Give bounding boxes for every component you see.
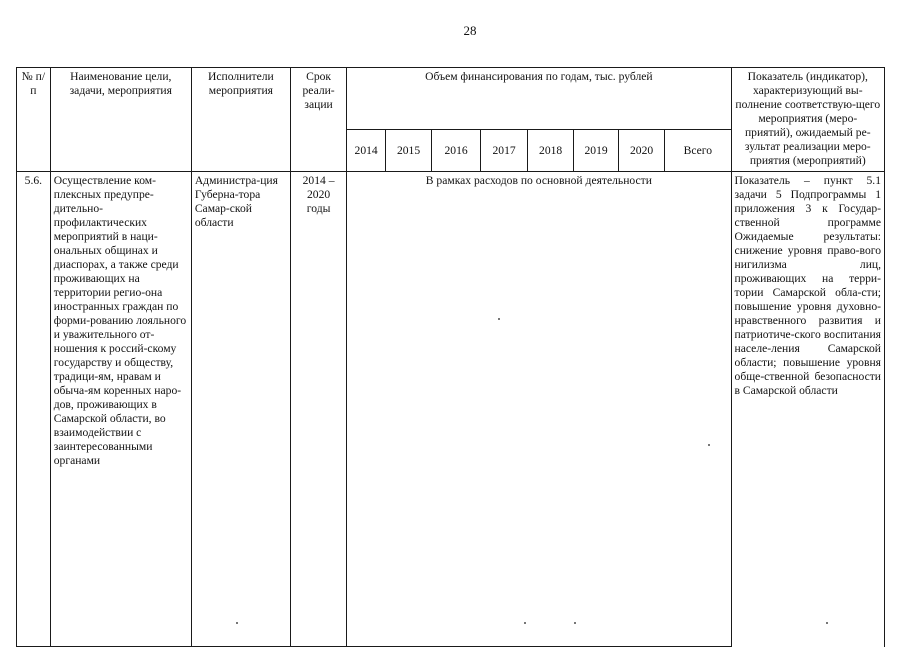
row-term: 2014 – 2020 годы bbox=[290, 172, 346, 647]
header-year-2017: 2017 bbox=[481, 130, 528, 172]
row-num: 5.6. bbox=[17, 172, 51, 647]
scan-speck bbox=[498, 318, 500, 320]
header-term: Срок реали-зации bbox=[290, 68, 346, 172]
header-name: Наименование цели, задачи, мероприятия bbox=[50, 68, 191, 172]
header-indicator: Показатель (индикатор), характеризующий вы-полнение соответствую-щего мероприятия (меро-приятий), ожидаемый ре-зультат реализации меро-приятия (мероприятий) bbox=[731, 68, 884, 172]
row-financing: В рамках расходов по основной деятельности bbox=[347, 172, 731, 647]
header-executors: Исполнители мероприятия bbox=[191, 68, 290, 172]
header-year-2014: 2014 bbox=[347, 130, 386, 172]
scan-speck bbox=[826, 622, 828, 624]
header-financing: Объем финансирования по годам, тыс. рублей bbox=[347, 68, 731, 130]
header-year-2020: 2020 bbox=[619, 130, 665, 172]
program-table bbox=[16, 67, 885, 647]
header-total: Всего bbox=[665, 130, 731, 172]
header-year-2015: 2015 bbox=[386, 130, 432, 172]
scan-speck bbox=[574, 622, 576, 624]
row-indicator: Показатель – пункт 5.1 задачи 5 Подпрограммы 1 приложения 3 к Государ-ственной программе Ожидаемые результаты: снижение уровня право-вого нигилизма лиц, проживающих на терри-тории Самарской обла-сти; повышение уровня духовно-нравственного развития и патриотиче-ского воспитания населе-ления Самарской области; повышение уровня обще-ственной безопасности в Самарской области bbox=[731, 172, 884, 647]
row-name: Осуществление ком-плексных предупре-дительно-профилактических мероприятий в наци-ональных общинах и диаспорах, а также среди проживающих на территории регио-она иностранных граждан по форми-рованию лояльного и уважительного от-ношения к россий-скому государству и обществу, традици-ям, нравам и обыча-ям коренных наро-дов, проживающих в Самарской области, во взаимодействии с заинтересованными органами bbox=[50, 172, 191, 647]
header-num: № п/п bbox=[17, 68, 51, 172]
row-executor: Администра-ция Губерна-тора Самар-ской области bbox=[191, 172, 290, 647]
header-year-2019: 2019 bbox=[574, 130, 619, 172]
header-year-2018: 2018 bbox=[528, 130, 574, 172]
scan-speck bbox=[708, 444, 710, 446]
page-number: 28 bbox=[463, 23, 477, 38]
header-year-2016: 2016 bbox=[432, 130, 481, 172]
scan-speck bbox=[524, 622, 526, 624]
table-row bbox=[17, 172, 885, 647]
scan-speck bbox=[236, 622, 238, 624]
